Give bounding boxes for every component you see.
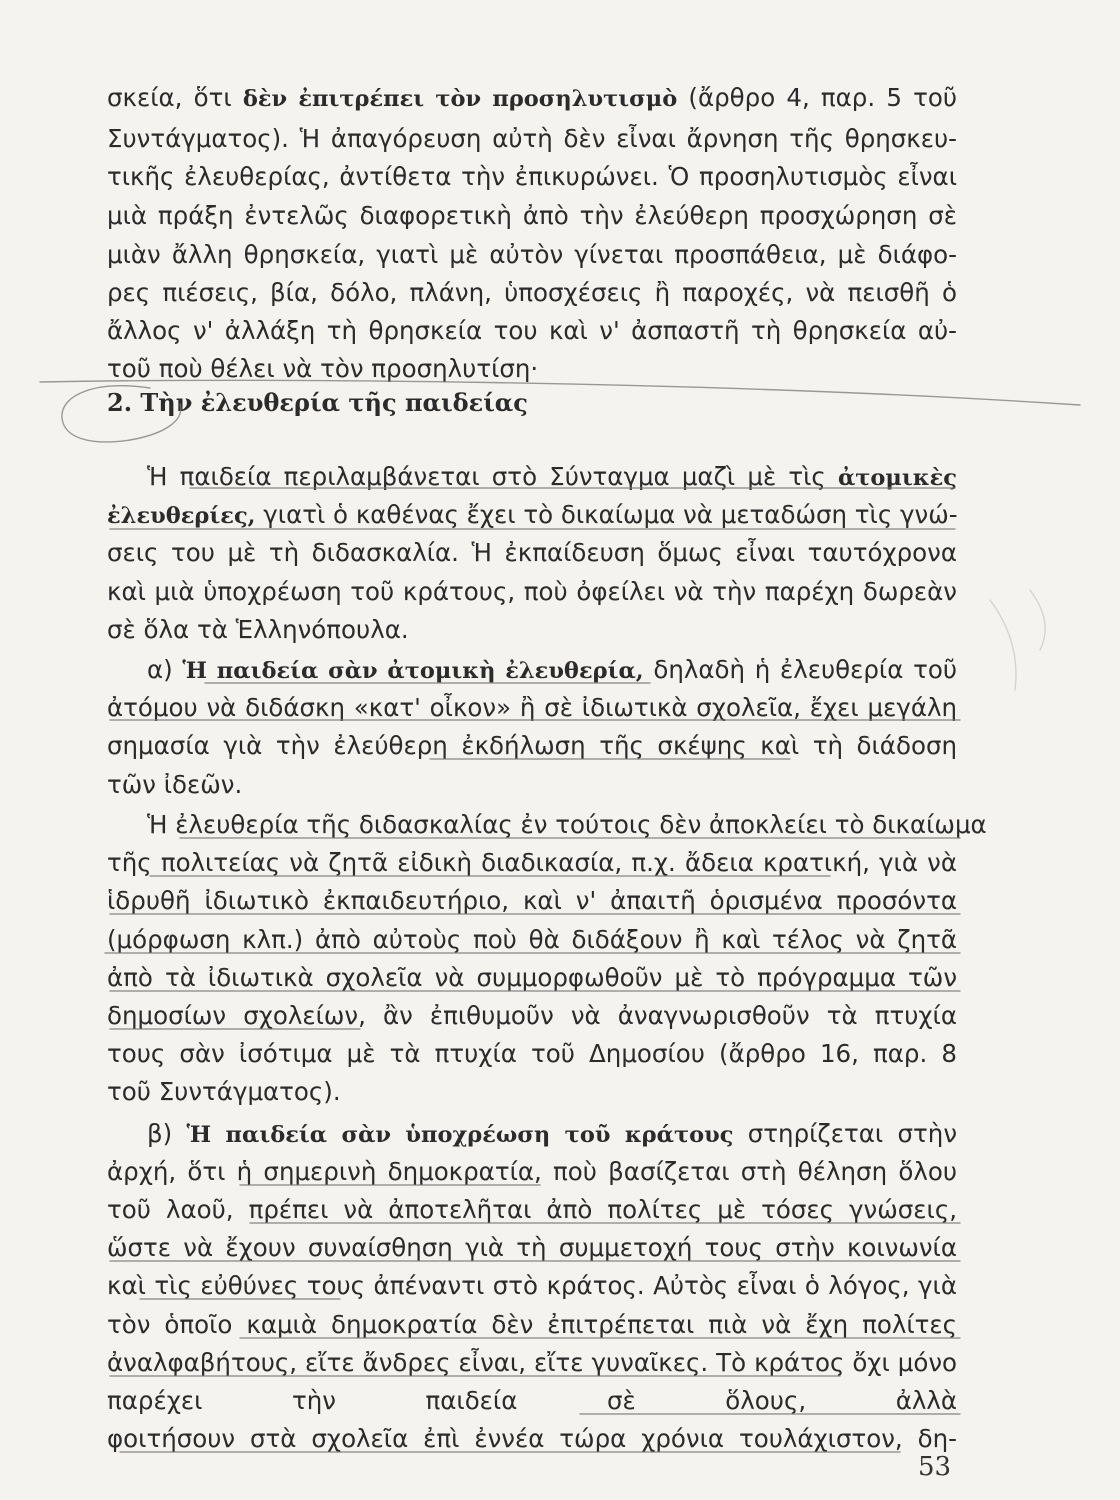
text-line: σὲ ὅλα τὰ Ἑλληνόπουλα. [107, 615, 409, 644]
text-line: τοῦ ποὺ θέλει νὰ τὸν προσηλυτίση· [107, 354, 539, 383]
text-line: φοιτήσουν στὰ σχολεῖα ἐπὶ ἐννέα τώρα χρόνια τουλάχιστον, δη- [107, 1424, 957, 1453]
text-line: μιὰ πράξη ἐντελῶς διαφορετικὴ ἀπὸ τὴν ἐλεύθερη προσχώρηση σὲ [107, 201, 957, 230]
text-line: παρέχει τὴν παιδεία σὲ ὅλους, ἀλλὰ [107, 1386, 957, 1415]
text-line: ὥστε νὰ ἔχουν συναίσθηση γιὰ τὴ συμμετοχή τους στὴν κοινωνία [107, 1233, 957, 1262]
text-line: ἀρχή, ὅτι ἡ σημερινὴ δημοκρατία, ποὺ βασίζεται στὴ θέληση ὅλου [107, 1157, 957, 1186]
pencil-margin-mark [1030, 590, 1045, 650]
pencil-margin-mark [990, 600, 1016, 690]
text-line: καὶ τὶς εὐθύνες τους ἀπέναντι στὸ κράτος. Αὐτὸς εἶναι ὁ λόγος, γιὰ [107, 1271, 957, 1300]
text-line: Συντάγματος). Ἡ ἀπαγόρευση αὐτὴ δὲν εἶναι ἄρνηση τῆς θρησκευ- [107, 124, 957, 153]
text-line: τοῦ λαοῦ, πρέπει νὰ ἀποτελῆται ἀπὸ πολίτες μὲ τόσες γνώσεις, [107, 1195, 957, 1224]
section-heading: 2. Τὴν ἐλευθερία τῆς παιδείας [107, 388, 528, 417]
text-line: τὸν ὁποῖο καμιὰ δημοκρατία δὲν ἐπιτρέπεται πιὰ νὰ ἔχη πολίτες [107, 1310, 957, 1339]
text-line: ἀτόμου νὰ διδάσκη «κατ' οἶκον» ἢ σὲ ἰδιωτικὰ σχολεῖα, ἔχει μεγάλη [107, 693, 957, 722]
text-line: τους σὰν ἰσότιμα μὲ τὰ πτυχία τοῦ Δημοσίου (ἄρθρο 16, παρ. 8 [107, 1039, 957, 1068]
text-line: μιὰν ἄλλη θρησκεία, γιατὶ μὲ αὐτὸν γίνεται προσπάθεια, μὲ διάφο- [107, 240, 957, 269]
text-line: ἱδρυθῆ ἰδιωτικὸ ἐκπαιδευτήριο, καὶ ν' ἀπαιτῆ ὁρισμένα προσόντα [107, 886, 957, 915]
text-line: σκεία, ὅτι δὲν ἐπιτρέπει τὸν προσηλυτισμὸ (ἄρθρο 4, παρ. 5 τοῦ [107, 83, 957, 112]
text-line: β) Ἡ παιδεία σὰν ὑποχρέωση τοῦ κράτους στηρίζεται στὴν [147, 1119, 957, 1148]
text-line: σημασία γιὰ τὴν ἐλεύθερη ἐκδήλωση τῆς σκέψης καὶ τὴ διάδοση [107, 731, 957, 760]
text-line: σεις του μὲ τὴ διδασκαλία. Ἡ ἐκπαίδευση ὅμως εἶναι ταυτόχρονα [107, 538, 957, 567]
text-line: Ἡ παιδεία περιλαμβάνεται στὸ Σύνταγμα μαζὶ μὲ τὶς ἀτομικὲς [147, 462, 957, 491]
text-line: καὶ μιὰ ὑποχρέωση τοῦ κράτους, ποὺ ὀφείλει νὰ τὴν παρέχη δωρεὰν [107, 577, 957, 606]
text-line: τικῆς ἐλευθερίας, ἀντίθετα τὴν ἐπικυρώνει. Ὁ προσηλυτισμὸς εἶναι [107, 162, 957, 191]
text-line: Ἡ ἐλευθερία τῆς διδασκαλίας ἐν τούτοις δὲν ἀποκλείει τὸ δικαίωμα [147, 810, 987, 839]
text-line: α) Ἡ παιδεία σὰν ἀτομικὴ ἐλευθερία, δηλαδὴ ἡ ἐλευθερία τοῦ [147, 655, 957, 684]
text-line: ἄλλος ν' ἀλλάξη τὴ θρησκεία του καὶ ν' ἀσπαστῆ τὴ θρησκεία αὐ- [107, 316, 957, 345]
text-line: τοῦ Συντάγματος). [107, 1077, 341, 1106]
text-line: τῆς πολιτείας νὰ ζητᾶ εἰδικὴ διαδικασία, π.χ. ἄδεια κρατική, γιὰ νὰ [107, 848, 957, 877]
page-number: 53 [918, 1452, 952, 1482]
text-line: ἐλευθερίες, γιατὶ ὁ καθένας ἔχει τὸ δικαίωμα νὰ μεταδώση τὶς γνώ- [107, 500, 958, 529]
text-line: ἀναλφαβήτους, εἴτε ἄνδρες εἶναι, εἴτε γυναῖκες. Τὸ κράτος ὄχι μόνο [107, 1348, 957, 1377]
text-line: δημοσίων σχολείων, ἂν ἐπιθυμοῦν νὰ ἀναγνωρισθοῦν τὰ πτυχία [107, 1001, 957, 1030]
text-line: ρες πιέσεις, βία, δόλο, πλάνη, ὑποσχέσεις ἢ παροχές, νὰ πεισθῆ ὁ [107, 278, 957, 307]
text-line: (μόρφωση κλπ.) ἀπὸ αὐτοὺς ποὺ θὰ διδάξουν ἢ καὶ τέλος νὰ ζητᾶ [107, 925, 957, 954]
text-line: τῶν ἰδεῶν. [107, 770, 243, 799]
text-line: ἀπὸ τὰ ἰδιωτικὰ σχολεῖα νὰ συμμορφωθοῦν μὲ τὸ πρόγραμμα τῶν [107, 963, 957, 992]
